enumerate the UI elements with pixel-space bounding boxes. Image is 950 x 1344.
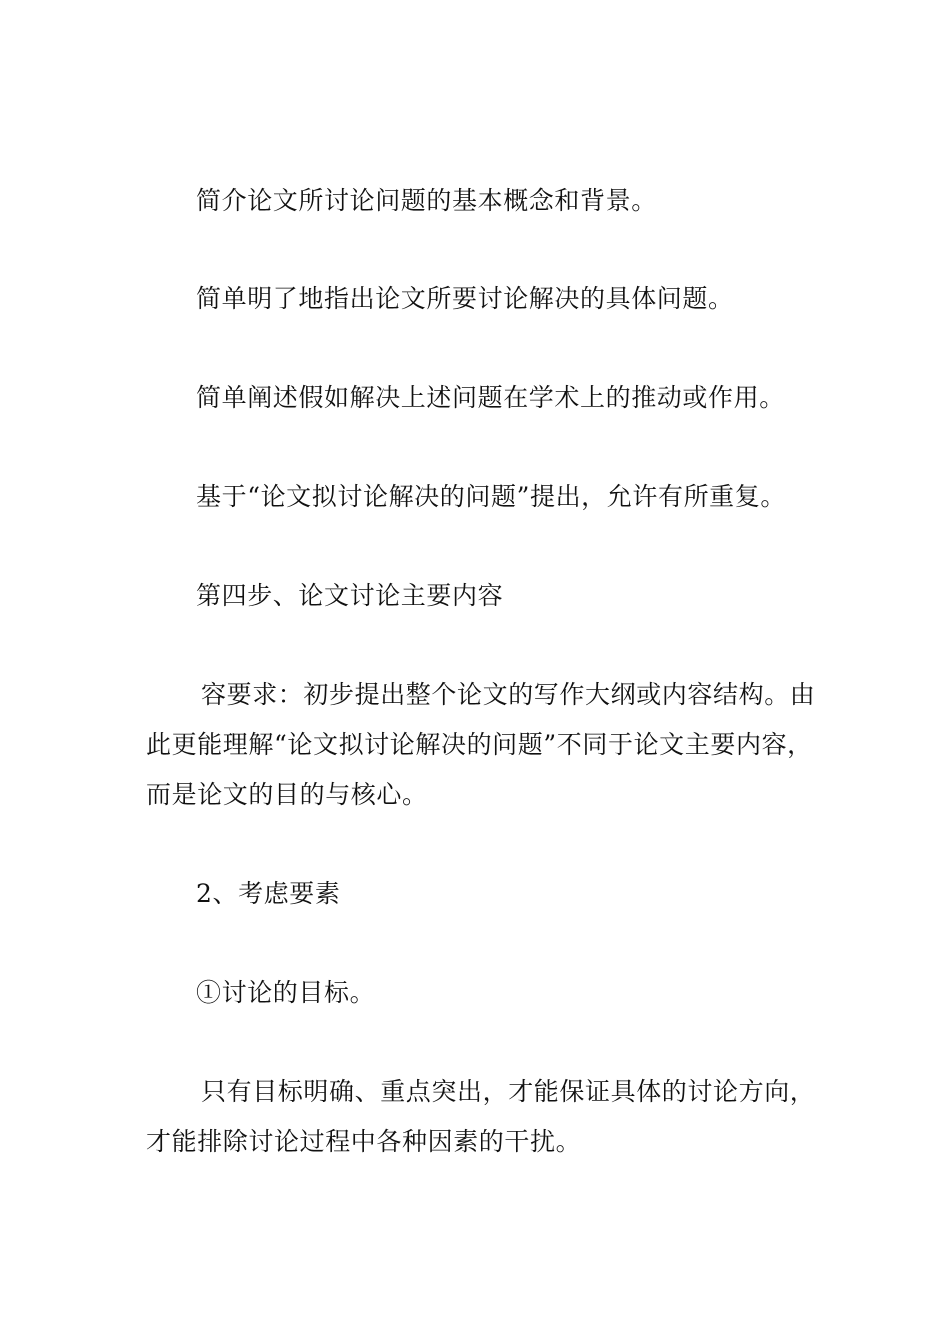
section-heading-step4: 第四步、论文讨论主要内容 [196,581,504,610]
paragraph-goal-explanation: 只有目标明确、重点突出，才能保证具体的讨论方向，才能排除讨论过程中各种因素的干扰。 [146,1077,816,1156]
list-item-goal: ①讨论的目标。 [196,978,376,1007]
paragraph-content-requirements: 容要求：初步提出整个论文的写作大纲或内容结构。由此更能理解“论文拟讨论解决的问题”不同于论文主要内容，而是论文的目的与核心。 [146,680,816,809]
paragraph-basis: 基于“论文拟讨论解决的问题”提出，允许有所重复。 [196,482,786,511]
subheading-considerations: 2、考虑要素 [196,879,341,908]
paragraph-problem: 简单明了地指出论文所要讨论解决的具体问题。 [196,284,734,313]
paragraph-background: 简介论文所讨论问题的基本概念和背景。 [196,186,657,215]
paragraph-significance: 简单阐述假如解决上述问题在学术上的推动或作用。 [196,383,785,412]
